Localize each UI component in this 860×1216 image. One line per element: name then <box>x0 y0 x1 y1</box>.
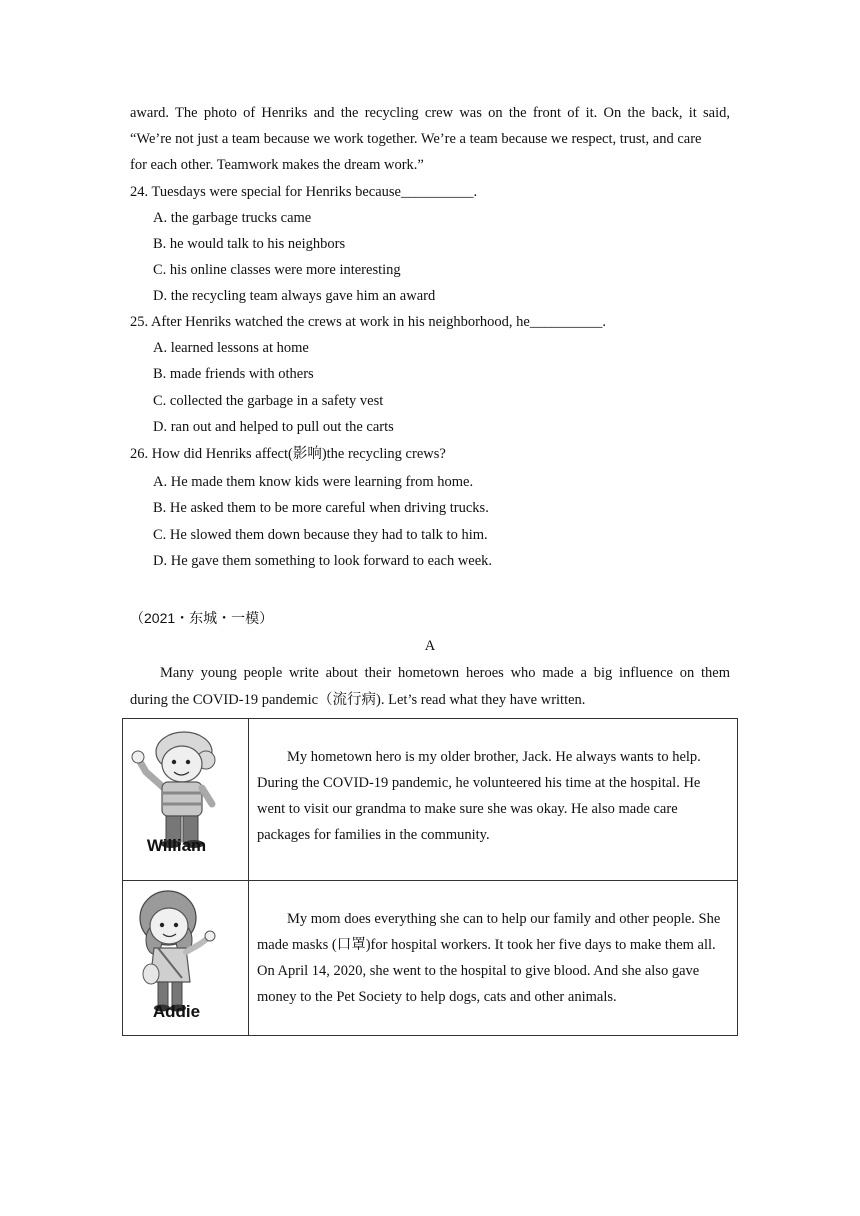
intro-line: “We’re not just a team because we work together. We’re a team because we respect, trust, and care <box>130 131 702 147</box>
intro-line: award. The photo of Henriks and the recycling crew was on the front of it. On the back, it said, <box>130 105 730 121</box>
table-row <box>123 719 738 881</box>
hero-description: My hometown hero is my older brother, Jack. He always wants to help. During the COVID-19 pandemic, he volunteered his time at the hospital. He went to visit our grandma to make sure she was okay. He also made care packages for families in the community. <box>257 749 701 843</box>
option: B. made friends with others <box>153 366 314 382</box>
source-label: （2021・东城・一模） <box>130 610 274 626</box>
hero-text-cell <box>249 881 738 1036</box>
option: B. he would talk to his neighbors <box>153 236 346 252</box>
hero-description: My mom does everything she can to help our family and other people. She made masks (口罩)for hospital workers. It took her five days to make them all. On April 14, 2020, she went to the hospital to give blood. And she also gave money to the Pet Society to help dogs, cats and other animals. <box>257 911 721 1005</box>
passage-line: Many young people write about their hometown heroes who made a big influence on them <box>160 665 730 681</box>
table-row <box>123 881 738 1036</box>
hero-picture-cell <box>123 881 249 1036</box>
question-stem: 25. After Henriks watched the crews at work in his neighborhood, he__________. <box>130 314 606 330</box>
option: D. the recycling team always gave him an award <box>153 288 436 304</box>
heroes-table <box>122 718 738 1036</box>
addie-illustration <box>124 882 247 1034</box>
hero-name: Addie <box>152 1002 201 1021</box>
question-stem: 24. Tuesdays were special for Henriks because__________. <box>130 184 478 200</box>
option: A. learned lessons at home <box>153 340 309 356</box>
william-illustration <box>124 720 247 879</box>
option: A. the garbage trucks came <box>153 210 312 226</box>
option: B. He asked them to be more careful when driving trucks. <box>153 500 489 516</box>
option: D. ran out and helped to pull out the carts <box>153 419 394 435</box>
hero-text-cell <box>249 719 738 881</box>
option: D. He gave them something to look forward to each week. <box>153 553 493 569</box>
hero-picture-cell <box>123 719 249 881</box>
intro-line: for each other. Teamwork makes the dream work.” <box>130 157 424 173</box>
hero-name: William <box>146 836 207 855</box>
option: C. collected the garbage in a safety vest <box>153 393 384 409</box>
question-stem: 26. How did Henriks affect(影响)the recycling crews? <box>130 446 446 462</box>
option: A. He made them know kids were learning from home. <box>153 474 474 490</box>
section-letter: A <box>424 638 436 654</box>
option: C. his online classes were more interesting <box>153 262 401 278</box>
option: C. He slowed them down because they had to talk to him. <box>153 527 488 543</box>
passage-line: during the COVID-19 pandemic（流行病). Let’s read what they have written. <box>130 692 586 708</box>
